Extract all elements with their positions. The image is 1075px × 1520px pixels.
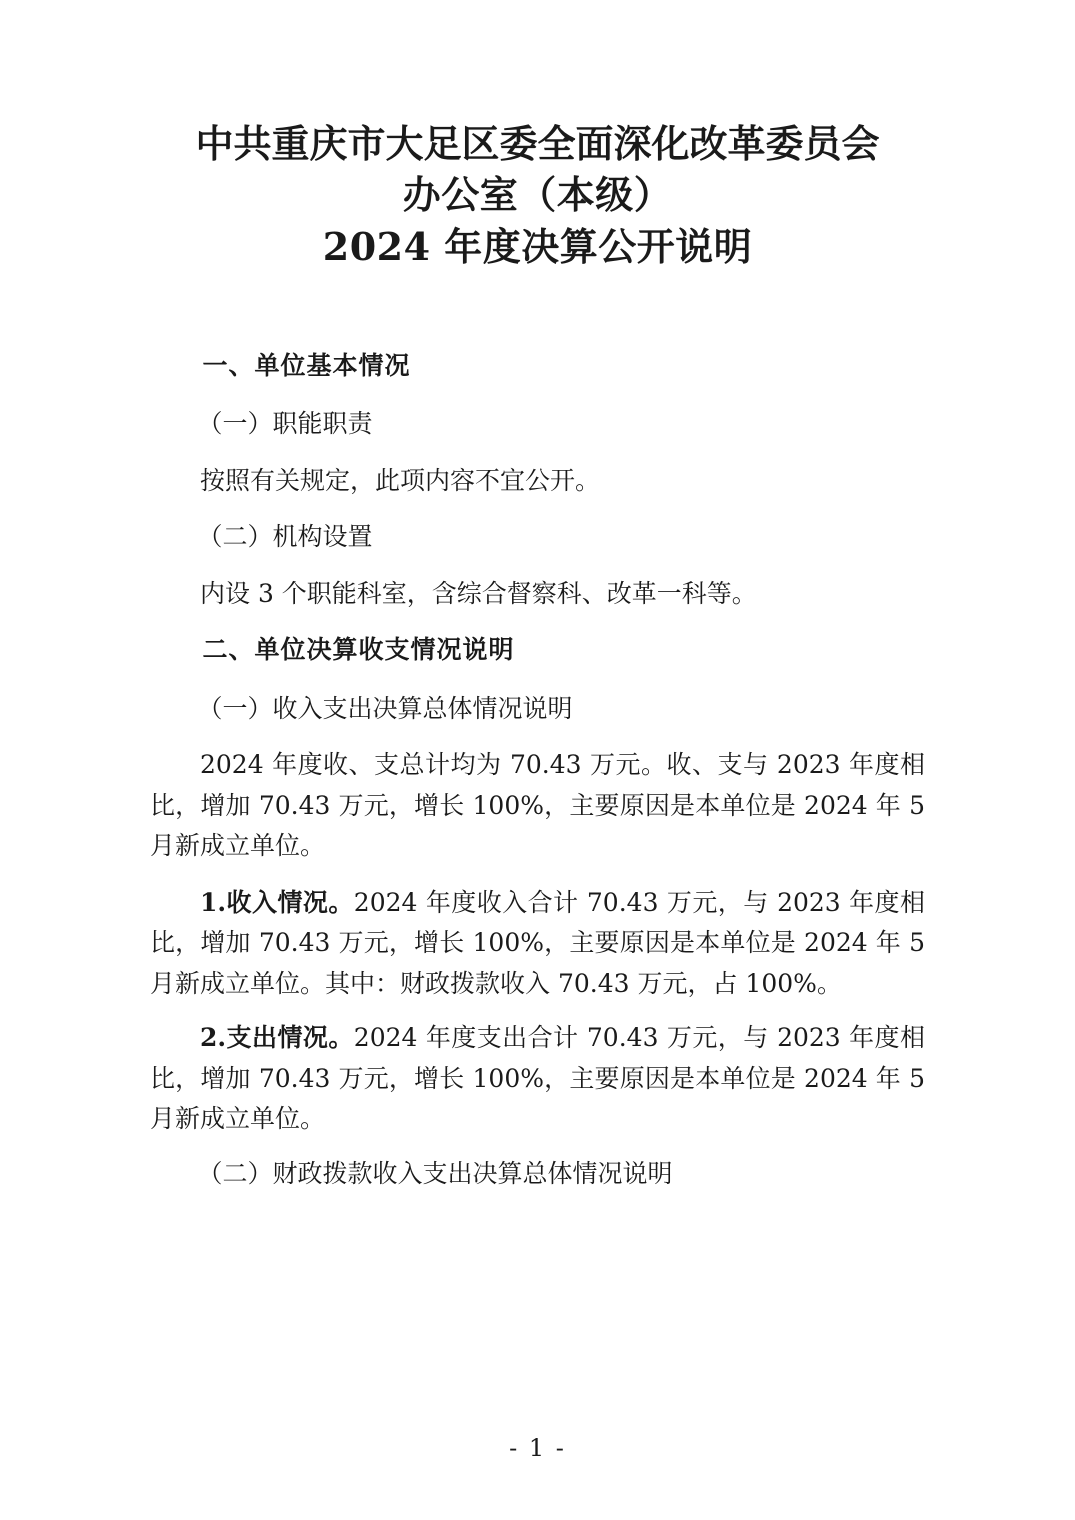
list-item-income (150, 883, 925, 1005)
list-item-income-text: 2024 年度收入合计 70.43 万元，与 2023 年度相比，增加 70.43 万元，增长 100%，主要原因是本单位是 2024 年 5 月新成立单位。其中：财政拨款收入 70.43 万元，占 100%。 (150, 887, 925, 998)
title-line-1: 中共重庆市大足区委全面深化改革委员会 (195, 121, 880, 166)
list-item-income-lead: 1.收入情况。 (200, 887, 354, 917)
paragraph-2-1-1: 2024 年度收、支总计均为 70.43 万元。收、支与 2023 年度相比，增加 70.43 万元，增长 100%，主要原因是本单位是 2024 年 5 月新成立单位。 (150, 750, 925, 861)
subsection-heading-1-1: （一）职能职责 (197, 409, 373, 439)
section-heading-2: 二、单位决算收支情况说明 (202, 635, 515, 665)
document-body (150, 346, 925, 1195)
list-item-expenditure-text: 2024 年度支出合计 70.43 万元，与 2023 年度相比，增加 70.43 万元，增长 100%，主要原因是本单位是 2024 年 5 月新成立单位。 (150, 1023, 925, 1134)
paragraph-1-2-1: 内设 3 个职能科室，含综合督察科、改革一科等。 (200, 578, 757, 608)
section-heading-1: 一、单位基本情况 (202, 350, 411, 380)
page-title (150, 118, 925, 272)
list-item-expenditure (150, 1018, 925, 1140)
subsection-heading-2-1: （一）收入支出决算总体情况说明 (197, 693, 573, 723)
title-line-3: 2024 年度决算公开说明 (322, 223, 753, 269)
subsection-heading-1-2: （二）机构设置 (197, 522, 373, 552)
page-number: - 1 - (509, 1434, 566, 1462)
list-item-expenditure-lead: 2.支出情况。 (200, 1023, 354, 1053)
subsection-heading-2-2: （二）财政拨款收入支出决算总体情况说明 (197, 1158, 673, 1188)
paragraph-1-1-1: 按照有关规定，此项内容不宜公开。 (200, 465, 601, 495)
title-line-2: 办公室（本级） (402, 172, 673, 218)
